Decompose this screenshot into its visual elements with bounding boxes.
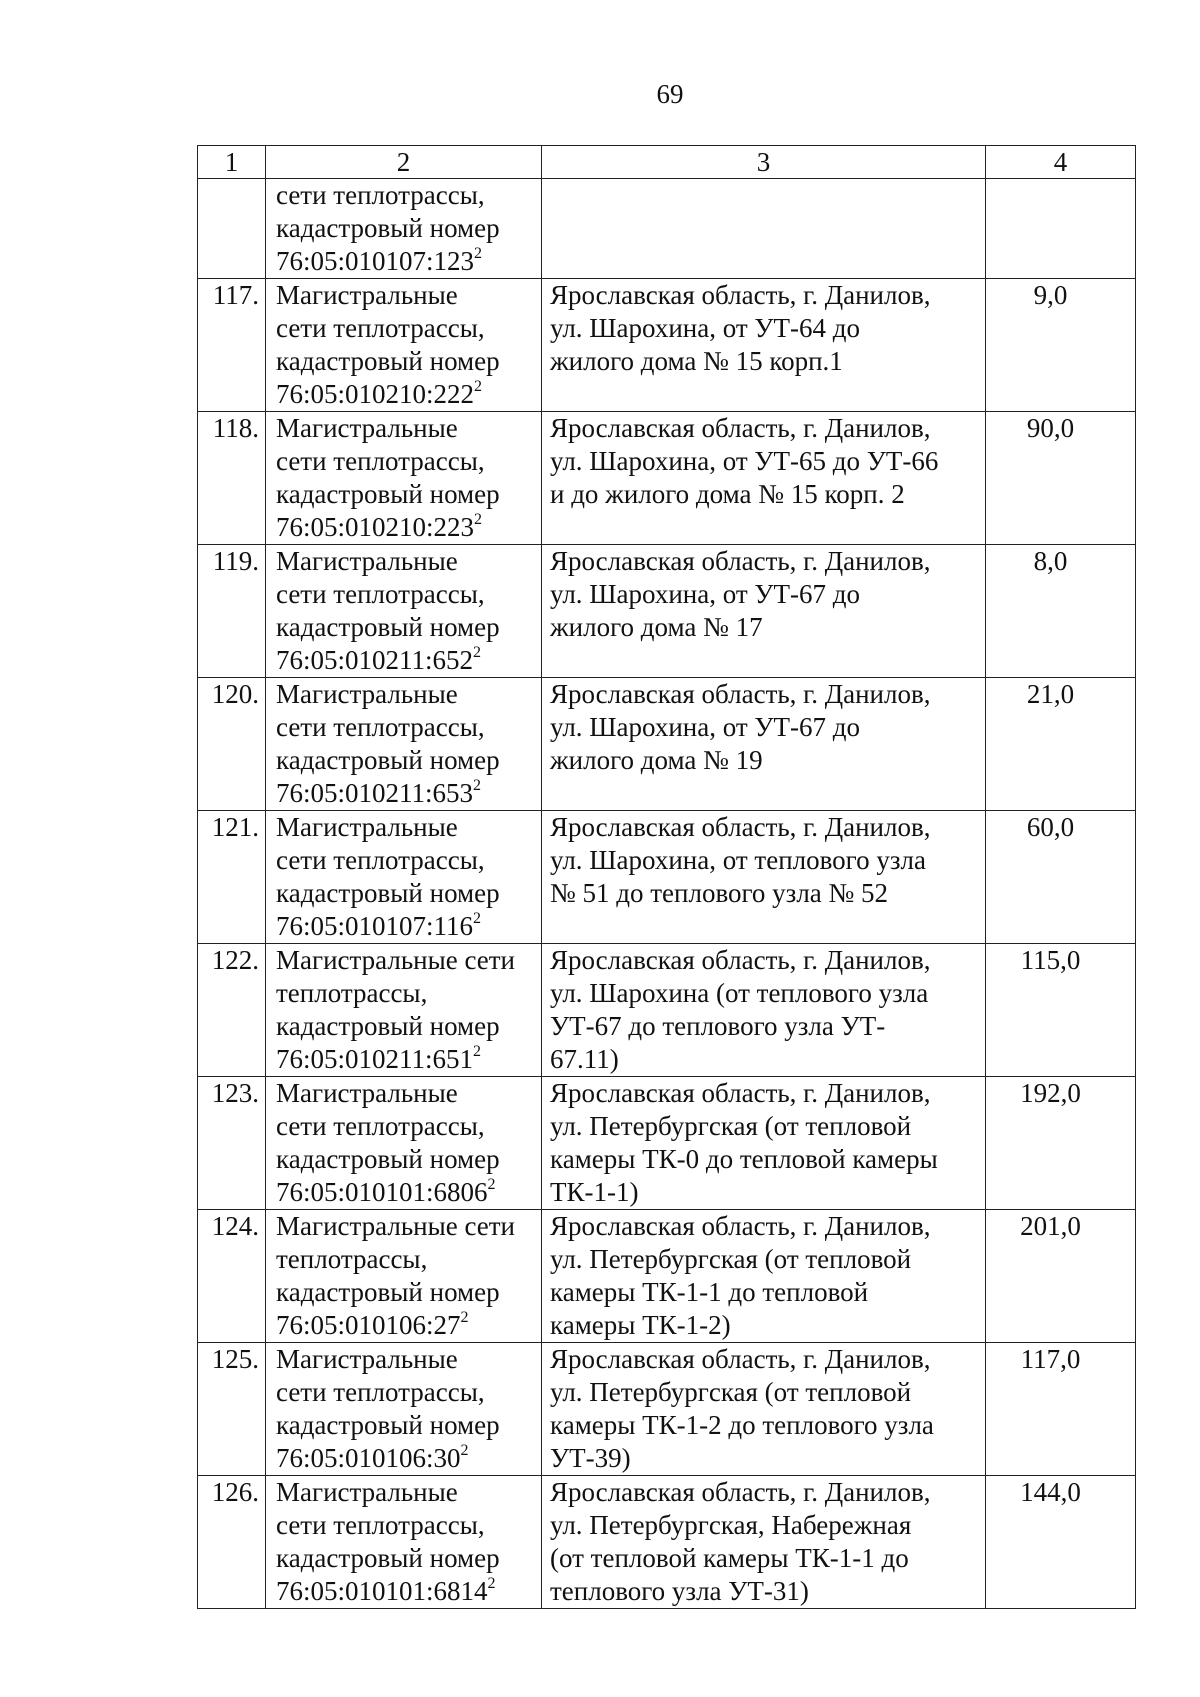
address-line: ул. Шарохина, от УТ-65 до УТ-66 [550,446,939,476]
table-row [198,678,1136,811]
object-name-text: Магистральные [276,1477,458,1507]
address-line: Ярославская область, г. Данилов, [550,1477,931,1507]
object-name-cell [266,1210,542,1343]
object-name-text: сети теплотрассы, [276,446,485,476]
footnote-marker: 2 [487,1575,496,1592]
object-name-text: 76:05:010101:6806 [276,1177,488,1207]
object-name-text: 76:05:010211:651 [276,1044,474,1074]
object-name-text: кадастровый номер [276,1277,500,1307]
object-name-text: Магистральные [276,280,458,310]
table-body [198,179,1136,1609]
address-cell [542,412,986,545]
address-line: ул. Шарохина, от УТ-67 до [550,712,860,742]
table-row [198,1077,1136,1210]
address-line: теплового узла УТ-31) [550,1576,809,1606]
object-name-text: 76:05:010211:653 [276,778,474,808]
object-name-line [276,1176,537,1209]
table-row [198,412,1136,545]
object-name-text: 76:05:010107:123 [276,246,475,276]
address-line: Ярославская область, г. Данилов, [550,280,931,310]
object-name-text: Магистральные [276,812,458,842]
length-cell: 201,0 [986,1210,1136,1343]
object-name-cell [266,944,542,1077]
object-name-text: кадастровый номер [276,745,500,775]
object-name-cell [266,279,542,412]
object-name-line [276,1077,537,1110]
object-name-line [276,811,537,844]
object-name-line [276,1143,537,1176]
address-line: Ярославская область, г. Данилов, [550,1344,931,1374]
object-name-cell [266,1343,542,1476]
address-cell [542,1210,986,1343]
address-cell [542,811,986,944]
address-cell [542,1476,986,1609]
object-name-text: Магистральные [276,679,458,709]
address-line: ул. Петербургская, Набережная [550,1510,912,1540]
address-cell [542,179,986,279]
address-line: Ярославская область, г. Данилов, [550,1211,931,1241]
register-table [197,145,1136,1609]
address-cell [542,1077,986,1210]
object-name-text: сети теплотрассы, [276,1510,485,1540]
length-cell: 117,0 [986,1343,1136,1476]
object-name-text: кадастровый номер [276,479,500,509]
object-name-text: кадастровый номер [276,1011,500,1041]
object-name-line [276,511,537,544]
object-name-text: 76:05:010107:116 [276,911,474,941]
address-cell [542,678,986,811]
object-name-line [276,378,537,411]
column-header-number: 1 [198,146,266,179]
footnote-marker: 2 [474,378,483,395]
row-number: 122. [198,944,266,1077]
object-name-line [276,312,537,345]
row-number: 119. [198,545,266,678]
length-cell: 144,0 [986,1476,1136,1609]
object-name-line [276,345,537,378]
object-name-cell [266,179,542,279]
object-name-text: кадастровый номер [276,1410,500,1440]
object-name-line [276,910,537,943]
address-line: ул. Петербургская (от тепловой [550,1111,912,1141]
object-name-line [276,777,537,810]
address-cell [542,1343,986,1476]
column-header-length: 4 [986,146,1136,179]
object-name-line [276,1309,537,1342]
table-header-row [198,146,1136,179]
object-name-text: сети теплотрассы, [276,1377,485,1407]
address-line: № 51 до теплового узла № 52 [550,878,889,908]
object-name-text: 76:05:010210:222 [276,379,475,409]
object-name-line [276,644,537,677]
address-line: (от тепловой камеры ТК-1-1 до [550,1543,909,1573]
object-name-line [276,1442,537,1475]
object-name-text: кадастровый номер [276,612,500,642]
object-name-text: сети теплотрассы, [276,579,485,609]
object-name-line [276,1043,537,1076]
row-number: 125. [198,1343,266,1476]
object-name-line [276,744,537,777]
object-name-line [276,478,537,511]
object-name-line [276,1409,537,1442]
address-line: 67.11) [550,1044,619,1074]
object-name-line [276,977,537,1010]
object-name-text: Магистральные сети [276,1211,516,1241]
footnote-marker: 2 [474,511,483,528]
footnote-marker: 2 [460,1309,469,1326]
address-line: и до жилого дома № 15 корп. 2 [550,479,905,509]
table-row [198,545,1136,678]
object-name-line [276,1343,537,1376]
row-number: 118. [198,412,266,545]
object-name-line [276,1243,537,1276]
object-name-text: кадастровый номер [276,1144,500,1174]
address-line: ул. Шарохина, от УТ-67 до [550,579,860,609]
object-name-text: Магистральные [276,413,458,443]
length-cell: 8,0 [986,545,1136,678]
address-cell [542,545,986,678]
object-name-text: сети теплотрассы, [276,313,485,343]
object-name-line [276,1276,537,1309]
object-name-text: Магистральные [276,546,458,576]
address-line: камеры ТК-0 до тепловой камеры [550,1144,938,1174]
address-line: ул. Петербургская (от тепловой [550,1244,912,1274]
address-line: ул. Шарохина, от УТ-64 до [550,313,860,343]
object-name-text: кадастровый номер [276,213,500,243]
object-name-text: сети теплотрассы, [276,712,485,742]
address-line: камеры ТК-1-1 до тепловой [550,1277,869,1307]
object-name-line [276,1476,537,1509]
object-name-text: Магистральные [276,1078,458,1108]
object-name-line [276,1542,537,1575]
length-cell: 192,0 [986,1077,1136,1210]
footnote-marker: 2 [473,644,482,661]
row-number: 124. [198,1210,266,1343]
table-row [198,1476,1136,1609]
object-name-line [276,944,537,977]
row-number: 120. [198,678,266,811]
object-name-cell [266,412,542,545]
object-name-line [276,212,537,245]
length-cell [986,179,1136,279]
address-line: жилого дома № 17 [550,612,763,642]
address-line: Ярославская область, г. Данилов, [550,546,931,576]
row-number [198,179,266,279]
object-name-cell [266,545,542,678]
object-name-text: теплотрассы, [276,978,428,1008]
length-cell: 60,0 [986,811,1136,944]
object-name-line [276,179,537,212]
column-header-address: 3 [542,146,986,179]
object-name-line [276,1509,537,1542]
page-number: 69 [656,79,684,109]
address-line: камеры ТК-1-2 до теплового узла [550,1410,934,1440]
address-line: ул. Шарохина, от теплового узла [550,845,926,875]
address-line: Ярославская область, г. Данилов, [550,1078,931,1108]
address-line: ул. Петербургская (от тепловой [550,1377,912,1407]
row-number: 117. [198,279,266,412]
object-name-line [276,877,537,910]
table-row [198,1210,1136,1343]
object-name-text: 76:05:010211:652 [276,645,474,675]
object-name-cell [266,811,542,944]
object-name-line [276,711,537,744]
object-name-text: Магистральные [276,1344,458,1374]
object-name-line [276,844,537,877]
row-number: 126. [198,1476,266,1609]
object-name-text: 76:05:010210:223 [276,512,475,542]
column-header-name: 2 [266,146,542,179]
address-line: Ярославская область, г. Данилов, [550,679,931,709]
object-name-line [276,1575,537,1608]
table-row [198,279,1136,412]
object-name-line [276,245,537,278]
footnote-marker: 2 [474,245,483,262]
object-name-text: 76:05:010106:27 [276,1310,461,1340]
length-cell: 90,0 [986,412,1136,545]
object-name-line [276,578,537,611]
footnote-marker: 2 [487,1176,496,1193]
object-name-line [276,445,537,478]
table-row [198,179,1136,279]
object-name-text: 76:05:010101:6814 [276,1576,488,1606]
address-line: УТ-67 до теплового узла УТ- [550,1011,886,1041]
length-cell: 115,0 [986,944,1136,1077]
footnote-marker: 2 [460,1442,469,1459]
address-line: камеры ТК-1-2) [550,1310,731,1340]
object-name-line [276,1210,537,1243]
address-cell [542,944,986,1077]
address-line: УТ-39) [550,1443,631,1473]
object-name-cell [266,1077,542,1210]
object-name-cell [266,1476,542,1609]
footnote-marker: 2 [473,777,482,794]
row-number: 123. [198,1077,266,1210]
footnote-marker: 2 [473,910,482,927]
object-name-line [276,611,537,644]
address-line: ТК-1-1) [550,1177,639,1207]
object-name-line [276,1010,537,1043]
address-line: ул. Шарохина (от теплового узла [550,978,929,1008]
address-line: Ярославская область, г. Данилов, [550,812,931,842]
row-number: 121. [198,811,266,944]
footnote-marker: 2 [473,1043,482,1060]
object-name-line [276,545,537,578]
object-name-text: 76:05:010106:30 [276,1443,461,1473]
object-name-line [276,412,537,445]
object-name-line [276,678,537,711]
object-name-text: сети теплотрассы, [276,1111,485,1141]
table-row [198,811,1136,944]
table-row [198,1343,1136,1476]
object-name-cell [266,678,542,811]
length-cell: 9,0 [986,279,1136,412]
object-name-text: Магистральные сети [276,945,516,975]
object-name-line [276,1110,537,1143]
object-name-text: кадастровый номер [276,346,500,376]
address-cell [542,279,986,412]
object-name-text: кадастровый номер [276,1543,500,1573]
object-name-text: сети теплотрассы, [276,180,485,210]
address-line: Ярославская область, г. Данилов, [550,945,931,975]
object-name-line [276,279,537,312]
object-name-text: теплотрассы, [276,1244,428,1274]
object-name-text: кадастровый номер [276,878,500,908]
address-line: Ярославская область, г. Данилов, [550,413,931,443]
object-name-text: сети теплотрассы, [276,845,485,875]
length-cell: 21,0 [986,678,1136,811]
address-line: жилого дома № 19 [550,745,763,775]
address-line: жилого дома № 15 корп.1 [550,346,843,376]
object-name-line [276,1376,537,1409]
table-row [198,944,1136,1077]
